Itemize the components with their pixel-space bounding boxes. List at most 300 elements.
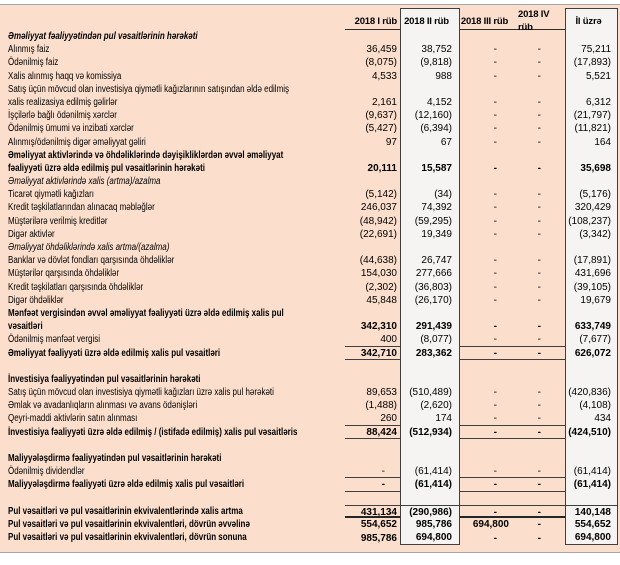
cell-2018-q4: - <box>537 294 541 306</box>
cell-2018-q1: 4,533 <box>371 70 397 82</box>
table-row <box>8 333 620 346</box>
column-header-2018-q4: 2018 IV rüb <box>518 9 550 34</box>
cell-2018-q3: - <box>493 400 497 412</box>
row-label <box>8 83 345 109</box>
cell-year-total: (3,342) <box>565 228 618 241</box>
cell-2018-q1: 2,161 <box>371 96 397 108</box>
cell-2018-q4: - <box>537 57 541 69</box>
cell-2018-q4: - <box>537 189 541 201</box>
cell-2018-q4 <box>518 30 565 43</box>
cell-2018-q4: - <box>537 136 541 148</box>
cell-2018-q1 <box>345 241 400 254</box>
cell-2018-q2: (9,818) <box>400 56 460 69</box>
cell-2018-q1: (2,302) <box>365 281 397 293</box>
row-values <box>345 333 618 346</box>
cell-2018-q1: 260 <box>380 413 397 425</box>
cell-2018-q3: - <box>493 136 497 148</box>
cell-2018-q2: (61,414) <box>400 465 460 478</box>
cell-2018-q1: - <box>381 479 385 491</box>
cell-2018-q3: - <box>493 334 497 346</box>
cell-2018-q3: - <box>493 268 497 280</box>
cell-2018-q3 <box>460 360 518 373</box>
cell-2018-q2: 74,392 <box>400 201 460 214</box>
row-values <box>345 426 618 439</box>
cell-2018-q4: - <box>537 479 541 491</box>
cell-2018-q3 <box>460 439 518 452</box>
row-label <box>8 452 345 465</box>
row-label <box>8 386 345 399</box>
row-label <box>8 149 345 175</box>
cell-2018-q1: 246,037 <box>360 202 397 214</box>
spacer-row <box>8 360 620 373</box>
row-label-text: Satış üçün mövcud olan investisiya qiymətli kağızları üzrə xalis pul hərəkəti <box>8 387 274 399</box>
cell-2018-q4: - <box>537 123 541 135</box>
row-label <box>8 307 345 333</box>
cell-year-total <box>565 452 618 465</box>
row-label <box>8 281 345 294</box>
cell-year-total: (17,893) <box>565 56 618 69</box>
cell-2018-q2: (59,295) <box>400 215 460 228</box>
cell-2018-q4 <box>518 492 565 505</box>
cell-year-total: 554,652 <box>565 518 618 531</box>
cell-2018-q3 <box>460 175 518 188</box>
cell-2018-q3: - <box>493 426 497 438</box>
table-row <box>8 505 620 518</box>
cell-2018-q4: - <box>537 70 541 82</box>
row-label-text: Ticarət qiymətli kağızları <box>8 189 94 201</box>
row-values <box>345 478 618 491</box>
row-label <box>8 492 345 505</box>
cell-year-total: (61,414) <box>565 478 618 491</box>
table-row <box>8 136 620 149</box>
row-label <box>8 109 345 122</box>
row-label-text: Digər öhdəliklər <box>8 294 64 306</box>
cell-2018-q3: - <box>493 189 497 201</box>
row-label <box>8 412 345 425</box>
cell-2018-q1 <box>345 373 400 386</box>
cell-2018-q3: - <box>493 466 497 478</box>
row-label <box>8 333 345 346</box>
row-values <box>345 56 618 69</box>
cell-2018-q2 <box>400 360 460 373</box>
table-row <box>8 478 620 491</box>
cell-2018-q3: - <box>493 321 497 333</box>
cell-2018-q1 <box>345 492 400 505</box>
cell-2018-q4: - <box>537 387 541 399</box>
row-label-text: Müştərilərə verilmiş kreditlər <box>8 215 108 227</box>
row-label <box>8 30 345 43</box>
cell-2018-q4: - <box>537 334 541 346</box>
cell-2018-q1 <box>345 175 400 188</box>
row-label-text: fəaliyyəti üzrə əldə edilmiş pul vəsaitlərinin hərəkəti <box>8 162 205 174</box>
spacer-row <box>8 492 620 505</box>
cell-2018-q3: - <box>493 281 497 293</box>
cell-2018-q1: 20,111 <box>367 162 397 174</box>
row-values <box>345 136 618 149</box>
cell-year-total: 431,696 <box>565 267 618 280</box>
table-body <box>8 30 620 544</box>
row-values <box>345 83 618 109</box>
cell-2018-q2 <box>400 30 460 43</box>
row-values <box>345 386 618 399</box>
table-row <box>8 426 620 439</box>
row-label <box>8 56 345 69</box>
row-label-text: vəsaitləri <box>8 321 43 333</box>
cell-year-total: (11,821) <box>565 122 618 135</box>
cell-2018-q4: - <box>537 347 541 359</box>
cell-year-total: (424,510) <box>565 426 618 439</box>
cell-2018-q1: 154,030 <box>360 268 397 280</box>
row-values <box>345 122 618 135</box>
cell-year-total: 694,800 <box>565 531 618 545</box>
cell-2018-q2: 4,152 <box>400 83 460 109</box>
cell-2018-q1: 342,310 <box>360 321 397 333</box>
cell-2018-q3: 694,800 <box>472 518 509 530</box>
cell-2018-q4: - <box>537 255 541 267</box>
row-label-text: Mənfəət vergisindən əvvəl əməliyyat fəaliyyəti üzrə əldə edilmiş xalis pul <box>8 307 284 319</box>
cell-2018-q1: (22,691) <box>359 228 397 240</box>
row-values <box>345 149 618 175</box>
row-values <box>345 518 618 531</box>
cell-2018-q1: (1,488) <box>365 400 397 412</box>
cell-2018-q3: - <box>493 228 497 240</box>
row-values <box>345 188 618 201</box>
row-label <box>8 43 345 56</box>
row-values <box>345 175 618 188</box>
table-row <box>8 109 620 122</box>
cell-2018-q4: - <box>537 96 541 108</box>
row-values <box>345 412 618 425</box>
row-label-text: Pul vəsaitləri və pul vəsaitlərinin ekvivalentləri, dövrün sonuna <box>8 532 247 544</box>
cell-2018-q2: (510,489) <box>400 386 460 399</box>
cell-2018-q3: - <box>493 294 497 306</box>
table-row <box>8 83 620 109</box>
row-label <box>8 465 345 478</box>
row-label-text: Ödənilmiş ümumi və inzibati xərclər <box>8 123 134 135</box>
row-label-text: Ödənilmiş mənfəət vergisi <box>8 334 101 346</box>
cell-2018-q4: - <box>537 466 541 478</box>
cell-year-total: (61,414) <box>565 465 618 478</box>
cell-2018-q2: 277,666 <box>400 267 460 280</box>
cell-2018-q2: (26,170) <box>400 294 460 307</box>
cell-2018-q1: (48,942) <box>359 215 397 227</box>
table-row <box>8 30 620 43</box>
column-header-2018-q1: 2018 I rüb <box>354 15 397 27</box>
table-row <box>8 149 620 175</box>
row-values <box>345 30 618 43</box>
row-values <box>345 267 618 280</box>
row-label <box>8 188 345 201</box>
cell-year-total <box>565 30 618 43</box>
cell-2018-q4: - <box>537 228 541 240</box>
row-values <box>345 215 618 228</box>
cell-2018-q1: 88,424 <box>366 426 397 438</box>
row-label-text: Alınmış/ödənilmiş digər əməliyyat gəliri <box>8 136 146 148</box>
row-label <box>8 70 345 83</box>
cell-2018-q2: 38,752 <box>400 43 460 56</box>
table-row <box>8 241 620 254</box>
table-row <box>8 452 620 465</box>
row-label <box>8 373 345 386</box>
table-row <box>8 307 620 333</box>
row-values <box>345 492 618 505</box>
cash-flow-statement <box>0 4 620 553</box>
cell-2018-q3 <box>460 373 518 386</box>
row-label-text: Qeyri-maddi aktivlərin satın alınması <box>8 413 138 425</box>
cell-2018-q4: - <box>537 400 541 412</box>
cell-2018-q1: 36,459 <box>366 44 397 56</box>
header-empty-cell <box>8 8 345 30</box>
cell-2018-q1: (44,638) <box>359 255 397 267</box>
cell-year-total: 140,148 <box>565 506 618 519</box>
table-row <box>8 70 620 83</box>
cell-2018-q4 <box>518 452 565 465</box>
cell-2018-q3: - <box>493 387 497 399</box>
row-values <box>345 241 618 254</box>
row-values <box>345 360 618 373</box>
cell-2018-q3: - <box>493 347 497 359</box>
row-label <box>8 136 345 149</box>
column-header-year-total: İl üzrə <box>565 8 618 34</box>
row-label <box>8 426 345 439</box>
row-label-text: Müştərilər qarşısında öhdəliklər <box>8 268 120 280</box>
cell-2018-q2: (290,986) <box>400 506 460 519</box>
cell-2018-q3: - <box>493 96 497 108</box>
cell-year-total <box>565 360 618 373</box>
row-values <box>345 228 618 241</box>
cell-2018-q1: 342,710 <box>360 347 397 359</box>
cell-year-total: (420,836) <box>565 386 618 399</box>
row-label <box>8 518 345 531</box>
cell-2018-q1: (5,427) <box>365 123 397 135</box>
cell-2018-q3: - <box>493 123 497 135</box>
row-label-text: İşçilərlə bağlı ödənilmiş xərclər <box>8 110 117 122</box>
cell-2018-q2: (512,934) <box>400 426 460 439</box>
row-values <box>345 307 618 333</box>
cell-year-total: 626,072 <box>565 347 618 360</box>
cell-2018-q3: - <box>493 533 497 545</box>
cell-year-total <box>565 439 618 452</box>
row-label-text: Maliyyələşdirmə fəaliyyətindən pul vəsaitlərinin hərəkəti <box>8 453 222 465</box>
cell-2018-q2: 26,747 <box>400 254 460 267</box>
cell-2018-q1: 985,786 <box>360 533 397 545</box>
cell-2018-q2: (61,414) <box>400 478 460 491</box>
cell-year-total: (17,891) <box>565 254 618 267</box>
row-values <box>345 505 618 518</box>
row-values <box>345 109 618 122</box>
cell-2018-q3 <box>460 241 518 254</box>
row-label-text: Əməliyyat öhdəliklərində xalis artma/(azalma) <box>8 242 170 254</box>
cell-2018-q3: - <box>493 202 497 214</box>
table-row <box>8 254 620 267</box>
row-values <box>345 399 618 412</box>
header-columns <box>345 8 618 34</box>
cell-year-total: (5,176) <box>565 188 618 201</box>
cell-2018-q1: 97 <box>385 136 397 148</box>
row-values <box>345 347 618 360</box>
row-label <box>8 505 345 518</box>
row-label-text: Pul vəsaitləri və pul vəsaitlərinin ekvivalentlərində xalis artma <box>8 505 243 517</box>
row-values <box>345 281 618 294</box>
cell-2018-q2 <box>400 373 460 386</box>
cell-2018-q1: 89,653 <box>366 387 397 399</box>
cell-2018-q4: - <box>537 506 541 518</box>
cell-2018-q2: 985,786 <box>400 518 460 531</box>
cell-2018-q3: - <box>493 479 497 491</box>
row-values <box>345 201 618 214</box>
row-label <box>8 241 345 254</box>
cell-2018-q2: (34) <box>400 188 460 201</box>
cell-2018-q2: 291,439 <box>400 307 460 333</box>
table-row <box>8 373 620 386</box>
table-row <box>8 531 620 544</box>
cell-2018-q2: 19,349 <box>400 228 460 241</box>
spacer-row <box>8 439 620 452</box>
cell-2018-q1: - <box>381 466 385 478</box>
cell-2018-q4: - <box>537 162 541 174</box>
cell-2018-q1: 400 <box>380 334 397 346</box>
cell-year-total: (7,677) <box>565 333 618 346</box>
cell-2018-q1: (9,637) <box>365 110 397 122</box>
row-label-text: Ödənilmiş dividendlər <box>8 466 85 478</box>
table-row <box>8 294 620 307</box>
cell-2018-q2: (12,160) <box>400 109 460 122</box>
row-label-text: Banklar və dövlət fondları qarşısında öhdəliklər <box>8 255 175 267</box>
row-label-text: Alınmış faiz <box>8 44 50 56</box>
row-label <box>8 215 345 228</box>
cell-2018-q2: 283,362 <box>400 347 460 360</box>
row-label-text: Digər aktivlər <box>8 228 55 240</box>
row-label-text: Kredit təşkilatları qarşısında öhdəliklər <box>8 281 144 293</box>
cell-year-total: 434 <box>565 412 618 425</box>
cell-2018-q1: 554,652 <box>360 518 397 530</box>
cell-2018-q2: (36,803) <box>400 281 460 294</box>
row-label <box>8 531 345 544</box>
cell-2018-q4: - <box>537 533 541 545</box>
cell-2018-q4 <box>518 439 565 452</box>
cell-2018-q3: - <box>493 162 497 174</box>
cell-year-total: (108,237) <box>565 215 618 228</box>
table-row <box>8 43 620 56</box>
cell-2018-q2: (6,394) <box>400 122 460 135</box>
table-row <box>8 281 620 294</box>
cell-2018-q2 <box>400 452 460 465</box>
table-row <box>8 201 620 214</box>
cell-year-total: 19,679 <box>565 294 618 307</box>
cell-year-total <box>565 175 618 188</box>
cell-year-total: (21,797) <box>565 109 618 122</box>
cell-2018-q3: - <box>493 506 497 518</box>
table-row <box>8 347 620 360</box>
table-header-row <box>8 8 620 34</box>
cell-2018-q3 <box>460 30 518 43</box>
table-row <box>8 56 620 69</box>
cell-2018-q3 <box>460 452 518 465</box>
row-label-text: Kredit təşkilatlarından alınacaq məbləğlər <box>8 202 155 214</box>
row-label <box>8 267 345 280</box>
cell-year-total: 633,749 <box>565 307 618 333</box>
row-label-text: Satış üçün mövcud olan investisiya qiymətli kağızlarının satışından əldə edilmiş <box>8 83 290 95</box>
row-label-text: Əmlak və avadanlıqların alınması və avans ödənişləri <box>8 400 198 412</box>
cell-2018-q3: - <box>493 413 497 425</box>
table-row <box>8 399 620 412</box>
cell-2018-q4: - <box>537 110 541 122</box>
row-label-text: Pul vəsaitləri və pul vəsaitlərinin ekvivalentləri, dövrün əvvəlinə <box>8 518 250 530</box>
row-values <box>345 43 618 56</box>
cell-2018-q4 <box>518 373 565 386</box>
cell-2018-q1: 431,134 <box>360 506 397 518</box>
table-row <box>8 465 620 478</box>
cell-year-total <box>565 241 618 254</box>
cell-2018-q4: - <box>537 215 541 227</box>
cell-year-total: 6,312 <box>565 83 618 109</box>
cell-2018-q3: - <box>493 215 497 227</box>
table-row <box>8 122 620 135</box>
cell-2018-q4: - <box>537 518 541 530</box>
row-label <box>8 228 345 241</box>
cell-2018-q3 <box>460 492 518 505</box>
row-values <box>345 70 618 83</box>
table-row <box>8 267 620 280</box>
column-header-2018-q2: 2018 II rüb <box>400 8 460 34</box>
cell-2018-q2: 694,800 <box>400 531 460 545</box>
cell-2018-q3: - <box>493 44 497 56</box>
row-label <box>8 399 345 412</box>
row-label <box>8 122 345 135</box>
cell-2018-q4: - <box>537 281 541 293</box>
cell-2018-q1 <box>345 360 400 373</box>
row-values <box>345 254 618 267</box>
cell-year-total: (4,108) <box>565 399 618 412</box>
cell-year-total: 320,429 <box>565 201 618 214</box>
cell-2018-q3: - <box>493 255 497 267</box>
cell-2018-q1 <box>345 30 400 43</box>
column-header-2018-q3: 2018 III rüb <box>460 15 509 27</box>
row-values <box>345 294 618 307</box>
table-row <box>8 518 620 531</box>
row-label <box>8 201 345 214</box>
cell-2018-q3: - <box>493 70 497 82</box>
cell-2018-q1: (8,075) <box>365 57 397 69</box>
cell-year-total: 5,521 <box>565 70 618 83</box>
cell-2018-q2 <box>400 175 460 188</box>
row-label <box>8 439 345 452</box>
cell-2018-q2: 174 <box>400 412 460 425</box>
row-label <box>8 347 345 360</box>
cell-2018-q2 <box>400 439 460 452</box>
row-label <box>8 175 345 188</box>
cell-2018-q2: (2,620) <box>400 399 460 412</box>
row-label-text: Əməliyyat aktivlərində və öhdəliklərində dəyişikliklərdən əvvəl əməliyyat <box>8 149 284 161</box>
cell-year-total: 164 <box>565 136 618 149</box>
cell-2018-q4: - <box>537 413 541 425</box>
row-values <box>345 373 618 386</box>
cell-2018-q1: 45,848 <box>366 294 397 306</box>
row-label-text: Əməliyyat aktivlərində xalis (artma)/azalma <box>8 176 161 188</box>
cell-2018-q2 <box>400 492 460 505</box>
table-row <box>8 228 620 241</box>
cell-year-total: 35,698 <box>565 149 618 175</box>
row-label <box>8 294 345 307</box>
table-row <box>8 386 620 399</box>
cell-2018-q1: (5,142) <box>365 189 397 201</box>
table-row <box>8 188 620 201</box>
cell-2018-q4: - <box>537 426 541 438</box>
row-values <box>345 465 618 478</box>
cell-2018-q2: 67 <box>400 136 460 149</box>
cell-year-total: (39,105) <box>565 281 618 294</box>
cell-2018-q4 <box>518 175 565 188</box>
